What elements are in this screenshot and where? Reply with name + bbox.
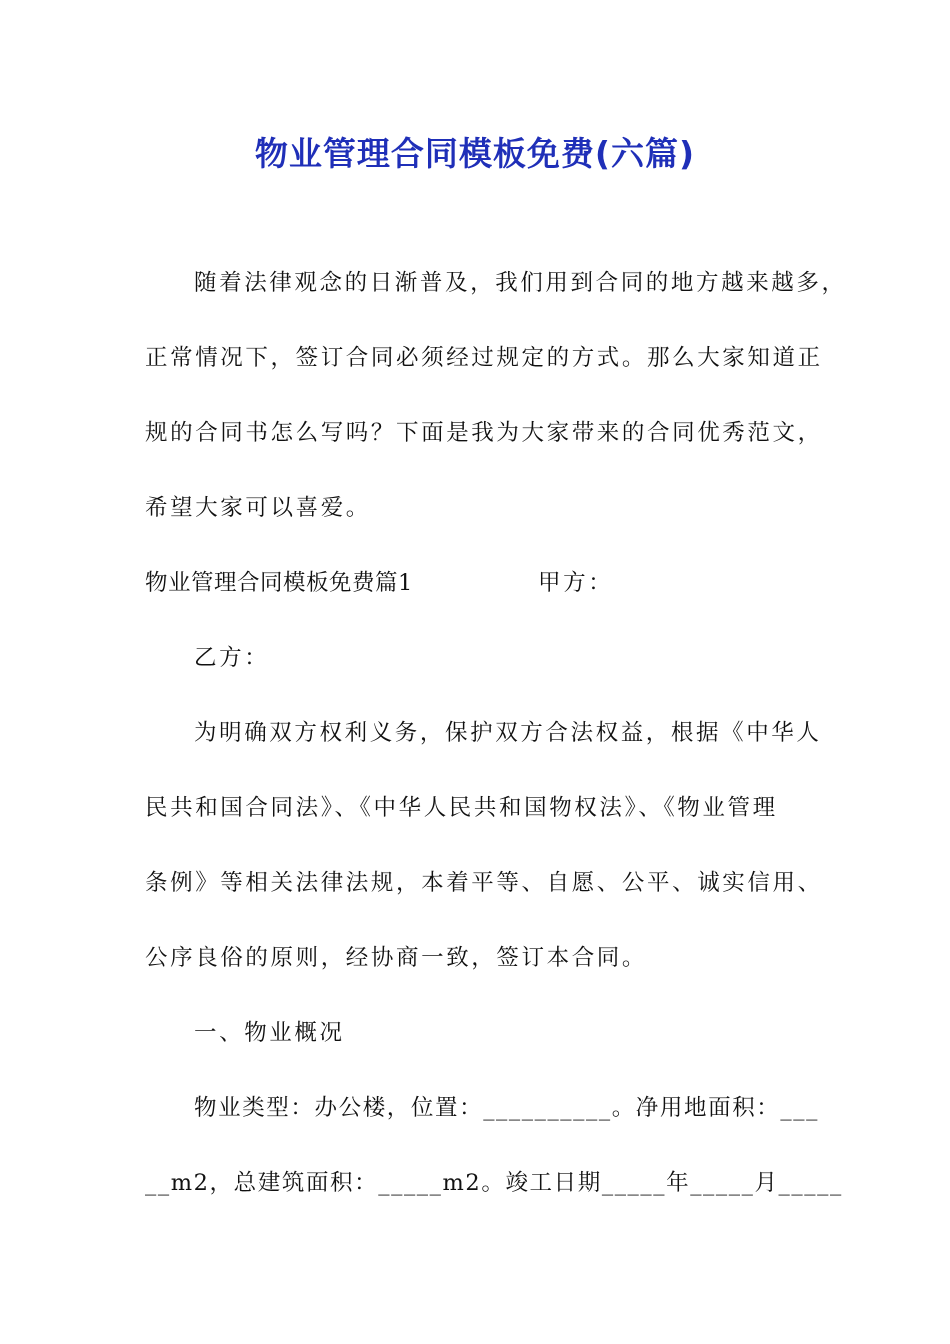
section-heading-row xyxy=(145,568,825,598)
clause-1-heading: 一、物业概况 xyxy=(194,1020,345,1046)
intro-line-3: 规的合同书怎么写吗？下面是我为大家带来的合同优秀范文， xyxy=(145,420,823,446)
purpose-line-2: 民共和国合同法》、《中华人民共和国物权法》、《物业管理 xyxy=(145,795,778,821)
party-a-label: 甲方： xyxy=(538,570,614,596)
purpose-line-1: 为明确双方权利义务，保护双方合法权益，根据《中华人 xyxy=(194,720,822,746)
section-heading: 物业管理合同模板免费篇1 xyxy=(145,570,413,596)
intro-line-1: 随着法律观念的日渐普及，我们用到合同的地方越来越多， xyxy=(194,270,847,296)
intro-line-2: 正常情况下，签订合同必须经过规定的方式。那么大家知道正 xyxy=(145,345,823,371)
party-b-label: 乙方： xyxy=(194,645,270,671)
purpose-line-3: 条例》等相关法律法规，本着平等、自愿、公平、诚实信用、 xyxy=(145,870,823,896)
property-line-2: __m2，总建筑面积：_____m2。竣工日期_____年_____月_____ xyxy=(145,1170,843,1196)
document-title: 物业管理合同模板免费(六篇) xyxy=(254,134,696,173)
property-line-1: 物业类型：办公楼，位置：__________。净用地面积：___ xyxy=(194,1095,819,1121)
purpose-line-4: 公序良俗的原则，经协商一致，签订本合同。 xyxy=(145,945,648,971)
intro-line-4: 希望大家可以喜爱。 xyxy=(145,495,371,521)
